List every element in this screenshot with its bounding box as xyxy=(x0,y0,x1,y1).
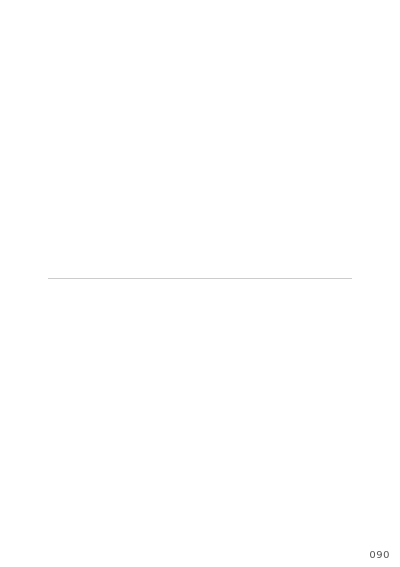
lower-text-column xyxy=(249,290,258,545)
lower-text-column xyxy=(296,290,305,545)
upper-text-column xyxy=(320,20,329,268)
lower-text-column xyxy=(308,290,317,545)
lower-text-column xyxy=(213,290,222,545)
upper-text-column xyxy=(166,20,175,268)
lower-text-column xyxy=(190,290,199,545)
upper-text-column xyxy=(296,20,305,268)
upper-text-block xyxy=(48,20,352,268)
block-divider xyxy=(48,278,352,279)
lower-text-column xyxy=(166,290,175,545)
lower-text-column xyxy=(272,290,281,545)
upper-text-column xyxy=(178,20,187,268)
lower-text-column xyxy=(142,290,151,545)
upper-text-column xyxy=(261,20,270,268)
upper-text-column xyxy=(107,20,116,268)
lower-text-column xyxy=(237,290,246,545)
lower-text-column xyxy=(225,290,234,545)
lower-text-column xyxy=(83,290,92,545)
lower-text-column xyxy=(343,290,352,545)
upper-text-column xyxy=(83,20,92,268)
upper-text-column xyxy=(190,20,199,268)
lower-text-column xyxy=(72,290,81,545)
upper-text-column xyxy=(272,20,281,268)
lower-text-column xyxy=(178,290,187,545)
upper-text-column xyxy=(119,20,128,268)
upper-text-column xyxy=(237,20,246,268)
upper-text-column xyxy=(284,20,293,268)
upper-text-column xyxy=(201,20,210,268)
upper-text-column xyxy=(48,20,57,268)
upper-text-column xyxy=(343,20,352,268)
upper-text-column xyxy=(331,20,340,268)
lower-text-column xyxy=(107,290,116,545)
page-number: 090 xyxy=(369,550,390,561)
lower-text-column xyxy=(48,290,57,545)
lower-text-column xyxy=(154,290,163,545)
lower-text-column xyxy=(95,290,104,545)
lower-text-block xyxy=(48,290,352,545)
lower-text-column xyxy=(60,290,69,545)
upper-text-column xyxy=(72,20,81,268)
lower-text-column xyxy=(119,290,128,545)
upper-text-column xyxy=(308,20,317,268)
upper-text-column xyxy=(249,20,258,268)
lower-text-column xyxy=(320,290,329,545)
upper-text-column xyxy=(60,20,69,268)
upper-text-column xyxy=(95,20,104,268)
upper-text-column xyxy=(213,20,222,268)
upper-text-column xyxy=(154,20,163,268)
lower-text-column xyxy=(261,290,270,545)
lower-text-column xyxy=(284,290,293,545)
lower-text-column xyxy=(201,290,210,545)
upper-text-column xyxy=(131,20,140,268)
lower-text-column xyxy=(331,290,340,545)
lower-text-column xyxy=(131,290,140,545)
upper-text-column xyxy=(142,20,151,268)
upper-text-column xyxy=(225,20,234,268)
